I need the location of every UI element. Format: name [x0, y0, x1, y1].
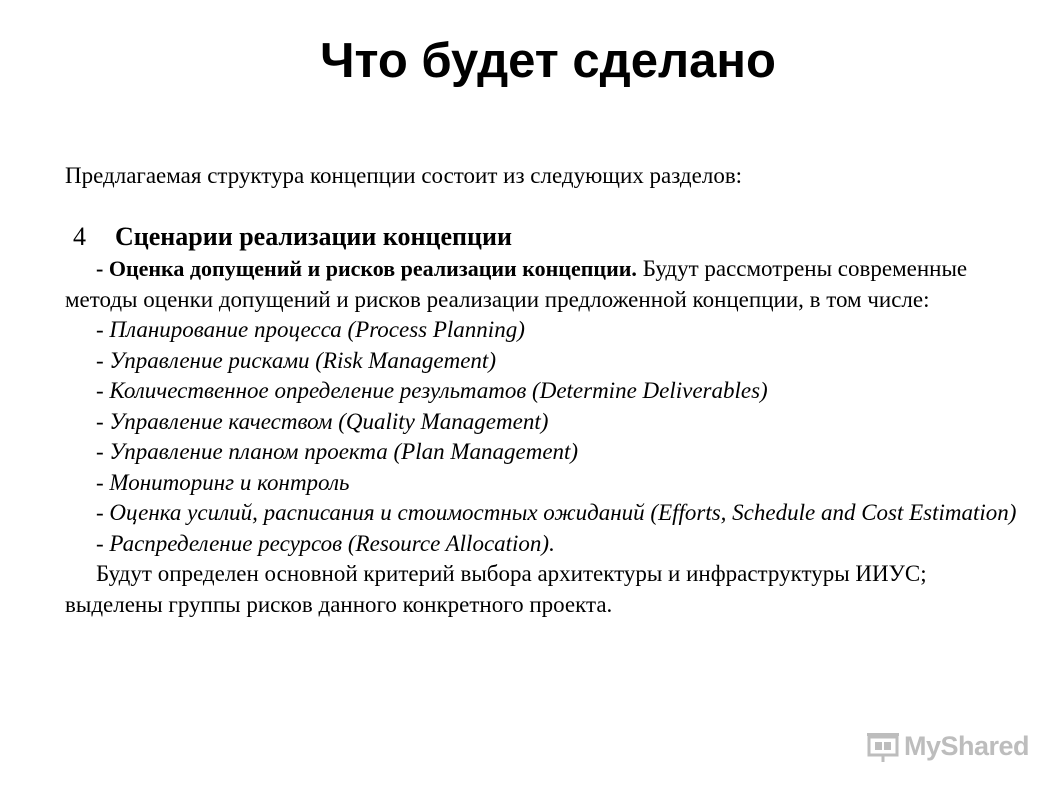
slide-title: Что будет сделано: [320, 34, 776, 88]
list-item-dash: -: [96, 317, 110, 342]
section-heading: [65, 220, 1025, 254]
list-item-dash: -: [96, 408, 110, 434]
list-item: [65, 529, 1025, 560]
watermark: [866, 726, 1030, 766]
list-item-dash: -: [96, 530, 110, 556]
list-item: [65, 468, 1025, 499]
risk-paragraph: [65, 254, 1025, 315]
section-heading-text: Сценарии реализации концепции: [115, 222, 512, 251]
list-item-dash: -: [96, 378, 110, 403]
list-item-text: Распределение ресурсов (Resource Allocation).: [109, 530, 555, 556]
list-item-dash: -: [96, 347, 110, 373]
risk-paragraph-lead: - Оценка допущений и рисков реализации концепции.: [96, 256, 637, 281]
list-item: [65, 437, 1025, 468]
presentation-board-icon: [866, 729, 900, 763]
intro-text: Предлагаемая структура концепции состоит из следующих разделов:: [65, 163, 743, 188]
list-item-text: Количественное определение результатов (Determine Deliverables): [109, 378, 768, 403]
watermark-text: MyShared: [904, 730, 1030, 761]
list-item-dash: -: [96, 469, 110, 495]
list-item-text: Оценка усилий, расписания и стоимостных ожиданий (Efforts, Schedule and Cost Estimation): [109, 500, 1017, 525]
section-number: 4: [73, 222, 86, 251]
method-list: [65, 315, 1025, 559]
list-item-dash: -: [96, 439, 110, 464]
slide-body: [65, 220, 1025, 620]
list-item-text: Управление планом проекта (Plan Management): [109, 439, 579, 464]
list-item-text: Мониторинг и контроль: [109, 469, 350, 495]
closing-paragraph: Будут определен основной критерий выбора архитектуры и инфраструктуры ИИУС; выделены группы рисков данного конкретного проекта.: [65, 561, 927, 617]
list-item: [65, 498, 1025, 529]
list-item: [65, 315, 1025, 346]
list-item-text: Управление качеством (Quality Management): [109, 408, 549, 434]
list-item: [65, 407, 1025, 438]
list-item-text: Планирование процесса (Process Planning): [109, 317, 525, 342]
list-item-dash: -: [96, 500, 110, 525]
risk-paragraph-text: Будут рассмотрены современные методы оценки допущений и рисков реализации предложенной концепции, в том числе:: [65, 256, 968, 312]
list-item-text: Управление рисками (Risk Management): [109, 347, 496, 373]
list-item: [65, 376, 1025, 407]
list-item: [65, 346, 1025, 377]
